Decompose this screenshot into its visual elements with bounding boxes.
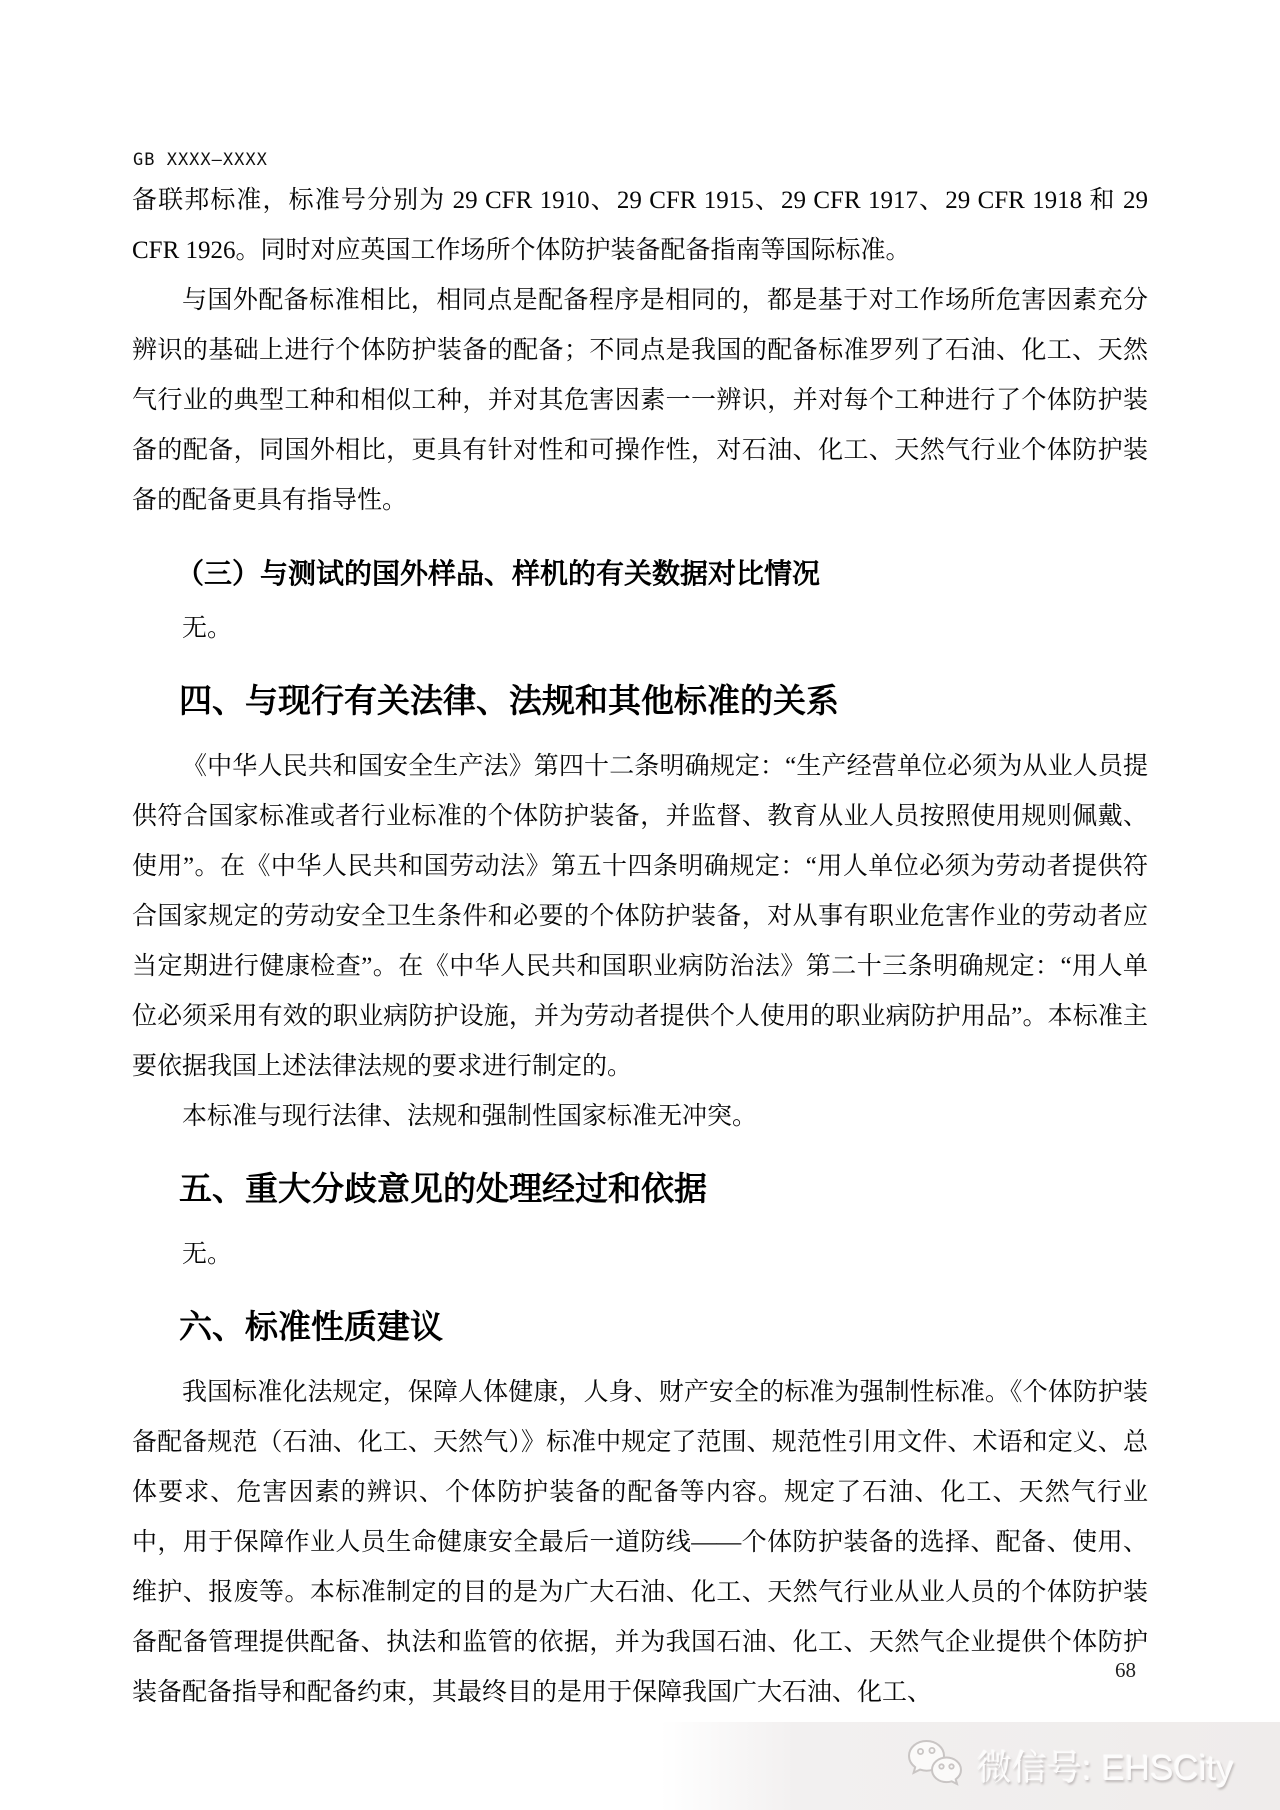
section-heading: 四、与现行有关法律、法规和其他标准的关系 <box>179 682 839 719</box>
wechat-icon <box>905 1737 965 1796</box>
document-code-text: GB XXXX—XXXX <box>133 150 268 170</box>
body-paragraph: 本标准与现行法律、法规和强制性国家标准无冲突。 <box>182 1103 758 1130</box>
body-paragraph: 我国标准化法规定，保障人体健康，人身、财产安全的标准为强制性标准。《个体防护装备配备规范（石油、化工、天然气）》标准中规定了范围、规范性引用文件、术语和定义、总体要求、危害因素的辨识、个体防护装备的配备等内容。规定了石油、化工、天然气行业中，用于保障作业人员生命健康安全最后一道防线——个体防护装备的选择、配备、使用、维护、报废等。本标准制定的目的是为广大石油、化工、天然气行业从业人员的个体防护装备配备管理提供配备、执法和监管的依据，并为我国石油、化工、天然气企业提供个体防护装备配备指导和配备约束，其最终目的是用于保障我国广大石油、化工、 <box>132 1379 1148 1706</box>
body-paragraph: 《中华人民共和国安全生产法》第四十二条明确规定：“生产经营单位必须为从业人员提供符合国家标准或者行业标准的个体防护装备，并监督、教育从业人员按照使用规则佩戴、使用”。在《中华人民共和国劳动法》第五十四条明确规定：“用人单位必须为劳动者提供符合国家规定的劳动安全卫生条件和必要的个体防护装备，对从事有职业危害作业的劳动者应当定期进行健康检查”。在《中华人民共和国职业病防治法》第二十三条明确规定：“用人单位必须采用有效的职业病防护设施，并为劳动者提供个人使用的职业病防护用品”。本标准主要依据我国上述法律法规的要求进行制定的。 <box>132 753 1148 1080</box>
watermark-text: 微信号: EHSCity <box>977 1749 1234 1788</box>
document-body <box>132 176 1148 1718</box>
watermark-bar <box>660 1722 1280 1810</box>
section-heading: 六、标准性质建议 <box>179 1308 443 1345</box>
body-paragraph: 备联邦标准，标准号分别为 29 CFR 1910、29 CFR 1915、29 CFR 1917、29 CFR 1918 和 29 CFR 1926。同时对应英国工作场所个体防护装备配备指南等国际标准。 <box>132 187 1148 264</box>
section-heading: 五、重大分歧意见的处理经过和依据 <box>179 1170 707 1207</box>
body-paragraph: 无。 <box>182 615 233 642</box>
subsection-heading: （三）与测试的国外样品、样机的有关数据对比情况 <box>176 558 821 589</box>
page-number: 68 <box>1115 1658 1136 1682</box>
document-code <box>133 150 1147 170</box>
body-paragraph: 与国外配备标准相比，相同点是配备程序是相同的，都是基于对工作场所危害因素充分辨识的基础上进行个体防护装备的配备；不同点是我国的配备标准罗列了石油、化工、天然气行业的典型工种和相似工种，并对其危害因素一一辨识，并对每个工种进行了个体防护装备的配备，同国外相比，更具有针对性和可操作性，对石油、化工、天然气行业个体防护装备的配备更具有指导性。 <box>132 287 1148 514</box>
body-paragraph: 无。 <box>182 1241 233 1268</box>
